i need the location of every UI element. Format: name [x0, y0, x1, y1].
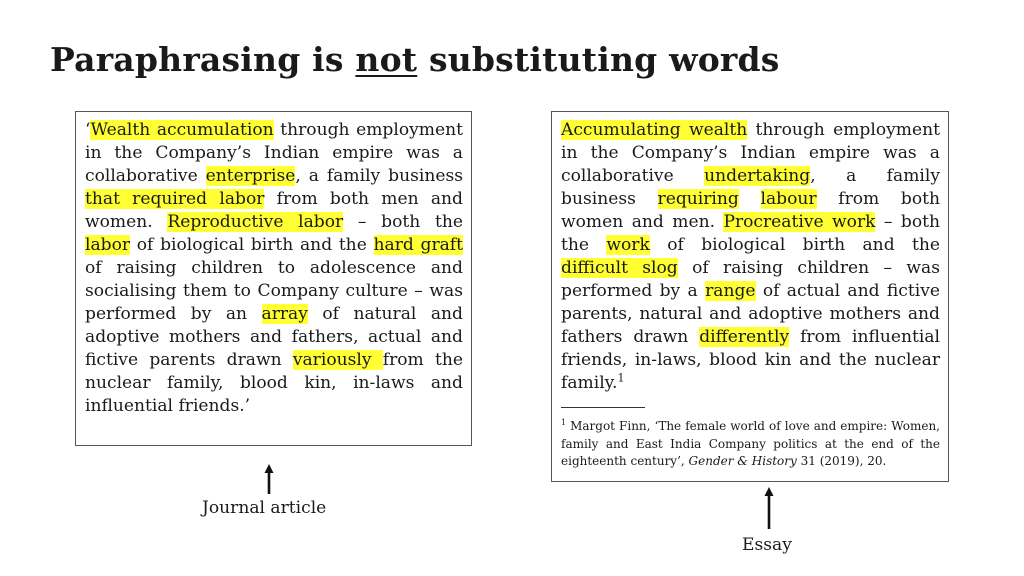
journal-arrow-up-icon: [264, 464, 274, 494]
highlighted-phrase: hard graft: [373, 235, 463, 255]
highlighted-phrase: requiring: [657, 189, 739, 209]
text-segment: – both the: [561, 212, 941, 255]
text-segment: , a family business: [295, 166, 463, 186]
text-segment: [739, 189, 761, 209]
highlighted-phrase: variously: [292, 350, 383, 370]
slide-title: [50, 40, 780, 79]
essay-box: [551, 111, 949, 482]
text-segment: ‘: [85, 120, 91, 140]
title-post: substituting words: [417, 40, 780, 79]
text-segment: through employment in the Company’s Indian empire was a collaborative: [85, 120, 463, 186]
title-pre: Paraphrasing is: [50, 40, 356, 79]
highlighted-phrase: Wealth accumulation: [90, 120, 274, 140]
highlighted-phrase: labour: [760, 189, 817, 209]
journal-article-box: [75, 111, 472, 446]
footnote-text-before: Margot Finn, ‘The female world of love and empire: Women, family and East India Company politics at the end of the eighteenth century’,: [561, 419, 940, 468]
footnote-divider: [561, 407, 645, 408]
essay-label: Essay: [742, 535, 792, 555]
text-segment: from the nuclear family, blood kin, in-laws and influential friends.’: [85, 350, 463, 416]
highlighted-phrase: Procreative work: [723, 212, 876, 232]
highlighted-phrase: array: [261, 304, 308, 324]
text-segment: through employment in the Company’s Indian empire was a collaborative: [561, 120, 940, 186]
text-segment: , a family business: [561, 166, 940, 209]
text-segment: of raising children – was performed by a: [561, 258, 940, 301]
highlighted-phrase: that required labor: [85, 189, 265, 209]
essay-text-body: [561, 120, 940, 393]
title-emphasis-not: not: [355, 40, 418, 79]
footnote: [561, 418, 940, 471]
text-segment: of biological birth and the: [130, 235, 374, 255]
text-segment: – both the: [343, 212, 463, 232]
highlighted-phrase: undertaking: [704, 166, 811, 186]
highlighted-phrase: range: [705, 281, 756, 301]
journal-article-label: Journal article: [202, 498, 327, 518]
essay-arrow-up-icon: [764, 487, 774, 529]
text-segment: from influential friends, in-laws, blood kin and the nuclear family.: [561, 327, 940, 393]
footnote-mark: 1: [561, 418, 567, 427]
footnote-text-after: 31 (2019), 20.: [796, 454, 887, 468]
footnote-journal-title: Gender & History: [688, 454, 797, 468]
essay-text: [561, 119, 940, 395]
highlighted-phrase: work: [606, 235, 650, 255]
text-segment: of actual and fictive parents, natural and adoptive mothers and fathers drawn: [561, 281, 940, 347]
text-segment: of natural and adoptive mothers and fathers, actual and fictive parents drawn: [85, 304, 463, 370]
highlighted-phrase: enterprise: [205, 166, 296, 186]
highlighted-phrase: Accumulating wealth: [561, 120, 748, 140]
text-segment: of raising children to adolescence and socialising them to Company culture – was performed by an: [85, 258, 463, 324]
highlighted-phrase: labor: [85, 235, 131, 255]
highlighted-phrase: differently: [699, 327, 790, 347]
journal-article-text: [85, 119, 463, 418]
text-segment: of biological birth and the: [649, 235, 940, 255]
text-segment: from both men and women.: [85, 189, 463, 232]
highlighted-phrase: Reproductive labor: [167, 212, 344, 232]
footnote-reference: 1: [617, 371, 625, 385]
text-segment: from both women and men.: [561, 189, 941, 232]
highlighted-phrase: difficult slog: [561, 258, 678, 278]
